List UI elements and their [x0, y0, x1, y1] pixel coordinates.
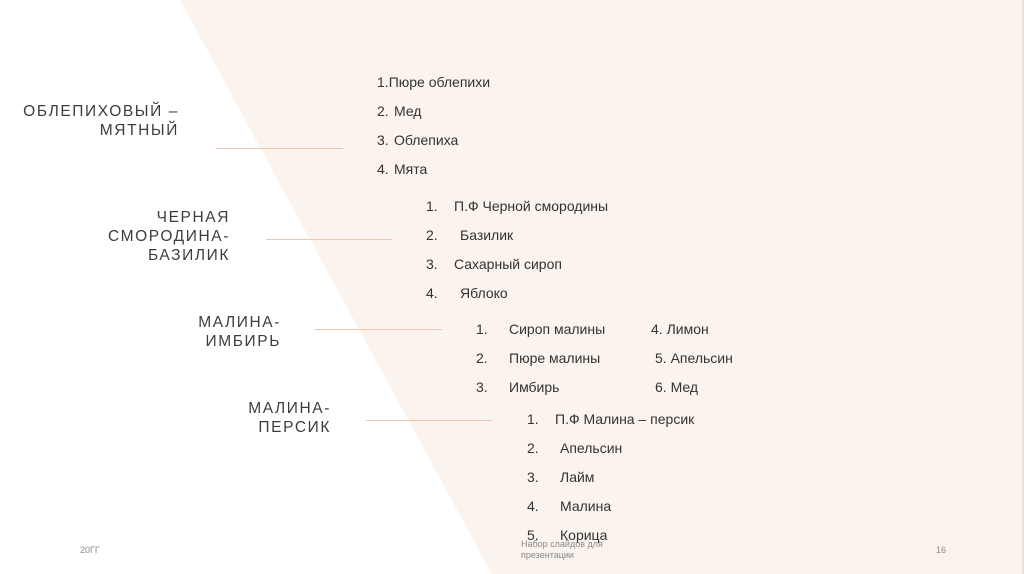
- list-item: 5. Корица: [527, 527, 608, 543]
- section-title-sea-buckthorn-mint: ОБЛЕПИХОВЫЙ – МЯТНЫЙ: [23, 103, 179, 139]
- list-item: 2. Базилик: [426, 227, 514, 243]
- list-item: 3. Лайм: [527, 469, 595, 485]
- section-rule: [315, 329, 442, 330]
- list-item: 3. Облепиха: [377, 132, 459, 148]
- section-title-blackcurrant-basil: ЧЕРНАЯ СМОРОДИНА- БАЗИЛИК: [107, 209, 230, 264]
- section-rule: [266, 239, 392, 240]
- list-item: 1. П.Ф Черной смородины: [426, 198, 609, 214]
- footer-date: 20ГГ: [80, 545, 100, 555]
- ingredient-list-3: [476, 320, 605, 407]
- list-item: 2. Пюре малины: [476, 350, 601, 366]
- list-item: 1. П.Ф Малина – персик: [527, 411, 695, 427]
- ingredient-list-4: [527, 410, 694, 555]
- list-item: 3. Сахарный сироп: [426, 256, 562, 272]
- page-number: 16: [936, 545, 947, 555]
- list-item: 1.Пюре облепихи: [377, 74, 491, 90]
- list-item: 2. Мед: [377, 103, 422, 119]
- section-title-raspberry-peach: МАЛИНА- ПЕРСИК: [248, 400, 331, 436]
- list-item: 4. Лимон: [651, 321, 709, 337]
- ingredient-list-2: [426, 197, 608, 313]
- section-rule: [366, 420, 492, 421]
- footer-presentation-title: Набор слайдов для презентации: [521, 539, 603, 560]
- section-title-raspberry-ginger: МАЛИНА- ИМБИРЬ: [198, 314, 281, 350]
- list-item: 5. Апельсин: [655, 350, 733, 366]
- list-item: 4. Мята: [377, 161, 428, 177]
- list-item: 6. Мед: [655, 379, 699, 395]
- list-item: 4. Малина: [527, 498, 612, 514]
- list-item: 1. Сироп малины: [476, 321, 606, 337]
- list-item: 4. Яблоко: [426, 285, 508, 301]
- list-item: 3. Имбирь: [476, 379, 560, 395]
- list-item: 2. Апельсин: [527, 440, 623, 456]
- ingredient-list-1: [377, 73, 490, 189]
- section-rule: [216, 148, 343, 149]
